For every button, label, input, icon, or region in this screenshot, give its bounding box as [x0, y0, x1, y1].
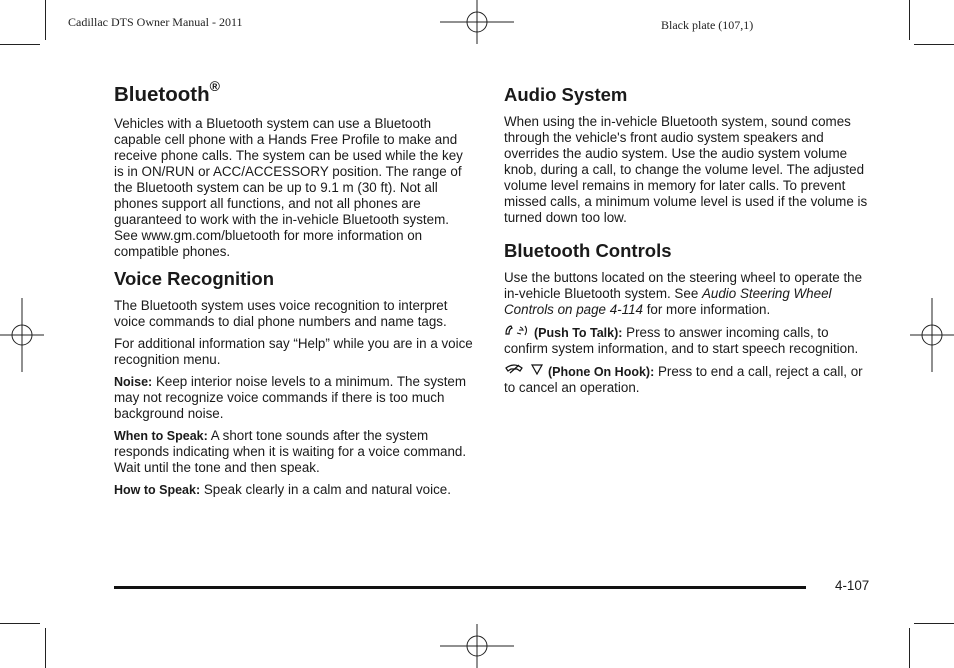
bluetooth-controls-heading: Bluetooth Controls: [504, 240, 672, 261]
audio-system-paragraph: When using the in-vehicle Bluetooth system, sound comes through the vehicle's front audio system speakers and overrides the audio system. Use the audio system volume knob, during a call, to change the volume level. The adjusted volume level remains in memory for later calls. To prevent missed calls, a minimum volume level is used if the volume is turned down too low.: [504, 114, 868, 225]
audio-system-heading: Audio System: [504, 84, 628, 105]
voice-help-paragraph: For additional information say “Help” while you are in a voice recognition menu.: [114, 336, 473, 367]
how-to-speak-text: Speak clearly in a calm and natural voice.: [203, 482, 451, 497]
push-to-talk-label: (Push To Talk):: [534, 326, 623, 340]
phone-voice-icon: [504, 324, 532, 341]
section-title-text: Bluetooth: [114, 83, 210, 106]
registered-mark: ®: [209, 78, 220, 95]
steering-wheel-controls-reference[interactable]: Audio Steering Wheel Controls on page 4-114: [504, 286, 832, 317]
bluetooth-intro-paragraph: Vehicles with a Bluetooth system can use a Bluetooth capable cell phone with a Hands Free Profile to make and receive phone calls. The system can be used while the key is in ON/RUN or ACC/ACCESSORY position. The range of the Bluetooth system can be up to 9.1 m (30 ft). Not all phones support all functions, and not all phones are guaranteed to work with the in-vehicle Bluetooth system. See www.gm.com/bluetooth for more information on compatible phones.: [114, 116, 463, 259]
noise-paragraph: [114, 374, 476, 422]
registration-mark-bottom: [440, 624, 514, 668]
right-column: [504, 84, 872, 402]
push-to-talk-text: Press to answer incoming calls, to confirm system information, and to start speech recognition.: [504, 325, 859, 356]
push-to-talk-paragraph: [504, 324, 872, 357]
how-to-speak-paragraph: [114, 482, 476, 498]
noise-label: Noise:: [114, 375, 153, 389]
controls-intro-text: Use the buttons located on the steering wheel to operate the in-vehicle Bluetooth system. See: [504, 270, 863, 301]
when-to-speak-paragraph: [114, 428, 476, 476]
controls-intro-paragraph: [504, 270, 872, 318]
registration-mark-right: [910, 298, 954, 372]
how-to-speak-label: How to Speak:: [114, 483, 201, 497]
header-manual-title: Cadillac DTS Owner Manual - 2011: [68, 15, 243, 29]
crop-mark: [914, 44, 954, 45]
header-plate-info: Black plate (107,1): [661, 18, 754, 32]
registration-mark-left: [0, 298, 44, 372]
voice-recognition-paragraph: The Bluetooth system uses voice recognition to interpret voice commands to dial phone numbers and name tags.: [114, 298, 448, 329]
when-to-speak-text: A short tone sounds after the system responds indicating when it is waiting for a voice command. Wait until the tone and then speak.: [114, 428, 467, 475]
crop-mark: [45, 628, 46, 668]
left-column: [114, 78, 476, 504]
crop-mark: [45, 0, 46, 40]
phone-on-hook-paragraph: [504, 363, 872, 396]
phone-on-hook-label: (Phone On Hook):: [548, 365, 655, 379]
crop-mark: [909, 628, 910, 668]
phone-on-hook-text: Press to end a call, reject a call, or to cancel an operation.: [504, 364, 863, 395]
crop-mark: [909, 0, 910, 40]
registration-mark-top: [440, 0, 514, 44]
footer-rule: [114, 586, 806, 589]
crop-mark: [0, 44, 40, 45]
when-to-speak-label: When to Speak:: [114, 429, 208, 443]
controls-intro-end: for more information.: [642, 302, 771, 317]
phone-hangup-icon: [504, 363, 546, 380]
crop-mark: [0, 623, 40, 624]
section-title: [114, 78, 476, 108]
page-number: 4-107: [835, 578, 870, 593]
crop-mark: [914, 623, 954, 624]
voice-recognition-heading: Voice Recognition: [114, 268, 275, 289]
noise-text: Keep interior noise levels to a minimum. The system may not recognize voice commands if there is too much background noise.: [114, 374, 467, 421]
